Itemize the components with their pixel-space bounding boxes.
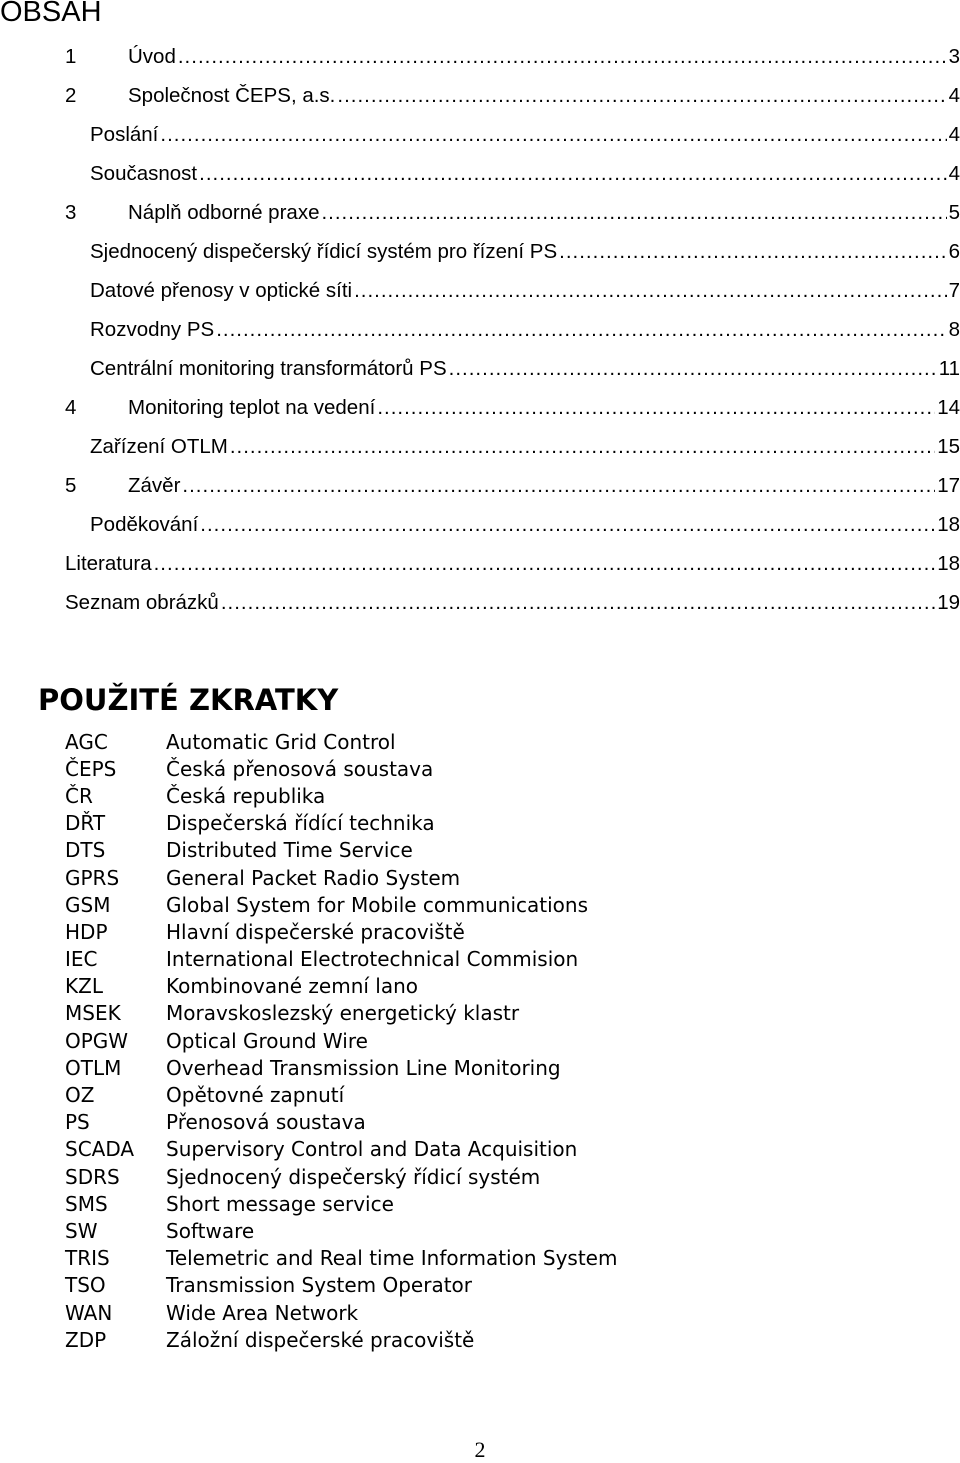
abbreviation-row: [65, 1163, 617, 1190]
abbreviation-row: [65, 1245, 617, 1272]
abbreviation-meaning: Dispečerská řídící technika: [166, 811, 435, 836]
toc-entry-line: [90, 232, 960, 271]
toc-entry-label: Datové přenosy v optické síti: [90, 278, 353, 302]
toc-leader-dots: [221, 591, 935, 615]
toc-entry-line: [90, 271, 960, 310]
abbreviation-code: SMS: [65, 1191, 108, 1216]
abbreviation-code: GPRS: [65, 865, 120, 890]
toc-entry-label: Závěr: [128, 473, 181, 497]
toc-entry-page: 17: [937, 473, 960, 497]
toc-entry-page: 6: [948, 239, 960, 263]
toc-entry-number: 4: [65, 395, 77, 419]
abbreviation-code: IEC: [65, 947, 98, 972]
toc-leader-dots: [160, 123, 946, 147]
abbreviation-code: OPGW: [65, 1028, 129, 1053]
toc-entry-label: Současnost: [90, 161, 198, 185]
abbreviation-code: ČR: [65, 783, 93, 808]
toc-entry-page: 19: [937, 590, 960, 614]
abbreviation-meaning: Overhead Transmission Line Monitoring: [166, 1055, 561, 1080]
abbreviation-code: MSEK: [65, 1001, 121, 1026]
toc-entry-page: 4: [948, 83, 960, 107]
toc-entry[interactable]: [0, 349, 960, 388]
toc-entry-line: [65, 544, 960, 583]
abbreviation-row: [65, 946, 617, 973]
abbreviation-meaning: Optical Ground Wire: [166, 1028, 368, 1053]
toc-entry[interactable]: [0, 154, 960, 193]
abbreviation-code: DŘT: [65, 811, 106, 836]
toc-entry-page: 11: [938, 356, 960, 380]
abbreviation-meaning: Transmission System Operator: [166, 1273, 473, 1298]
abbreviation-row: [65, 973, 617, 1000]
toc-entry-page: 4: [948, 161, 960, 185]
abbreviation-row: [65, 1109, 617, 1136]
abbreviation-row: [65, 728, 617, 755]
abbreviation-row: [65, 891, 617, 918]
abbreviation-meaning: General Packet Radio System: [166, 865, 461, 890]
toc-entry-label: Centrální monitoring transformátorů PS: [90, 356, 447, 380]
toc-entry-label: Úvod: [128, 44, 176, 68]
toc-leader-dots: [178, 45, 947, 69]
toc-heading: OBSAH: [0, 0, 102, 28]
toc-leader-dots: [559, 240, 946, 264]
toc-leader-dots: [449, 357, 937, 381]
toc-entry[interactable]: [0, 115, 960, 154]
abbreviation-meaning: Česká republika: [166, 783, 326, 808]
abbreviation-code: ZDP: [65, 1327, 107, 1352]
abbreviation-meaning: Kombinované zemní lano: [166, 974, 419, 999]
toc-entry-line: [90, 115, 960, 154]
abbreviation-meaning: Distributed Time Service: [166, 838, 413, 863]
abbreviation-row: [65, 1081, 617, 1108]
abbreviation-row: [65, 755, 617, 782]
toc-entry[interactable]: [0, 388, 960, 427]
abbreviation-row: [65, 782, 617, 809]
toc-entry-line: [65, 583, 960, 622]
toc-leader-dots: [230, 435, 935, 459]
toc-leader-dots: [154, 552, 936, 576]
toc-entry-number: 2: [65, 83, 77, 107]
abbreviations-heading: POUŽITÉ ZKRATKY: [38, 683, 339, 717]
abbreviation-meaning: Hlavní dispečerské pracoviště: [166, 919, 465, 944]
toc-entry-number: 3: [65, 200, 77, 224]
abbreviation-code: GSM: [65, 892, 111, 917]
abbreviation-row: [65, 864, 617, 891]
abbreviation-meaning: Automatic Grid Control: [166, 729, 396, 754]
abbreviation-code: OZ: [65, 1083, 95, 1108]
abbreviation-row: [65, 1054, 617, 1081]
toc-entry-line: [90, 349, 960, 388]
toc-entry[interactable]: [0, 466, 960, 505]
toc-entry-page: 7: [948, 278, 960, 302]
toc-leader-dots: [377, 396, 935, 420]
abbreviation-meaning: Supervisory Control and Data Acquisition: [166, 1137, 578, 1162]
toc-entry[interactable]: [0, 271, 960, 310]
toc-entry[interactable]: [0, 76, 960, 115]
toc-entry-line: [128, 466, 960, 505]
toc-entry-page: 15: [937, 434, 960, 458]
toc-entry-page: 5: [948, 200, 960, 224]
toc-leader-dots: [216, 318, 946, 342]
toc-entry-page: 4: [948, 122, 960, 146]
toc-entry-line: [90, 154, 960, 193]
toc-leader-dots: [199, 162, 946, 186]
toc-entry-line: [128, 193, 960, 232]
abbreviation-code: HDP: [65, 919, 108, 944]
toc-entry-label: Poděkování: [90, 512, 199, 536]
abbreviation-row: [65, 1272, 617, 1299]
abbreviation-meaning: Wide Area Network: [166, 1300, 359, 1325]
abbreviation-row: [65, 810, 617, 837]
abbreviation-code: OTLM: [65, 1055, 122, 1080]
abbreviation-code: TSO: [65, 1273, 106, 1298]
abbreviation-meaning: Global System for Mobile communications: [166, 892, 589, 917]
abbreviation-meaning: Přenosová soustava: [166, 1110, 366, 1135]
toc-entry-label: Seznam obrázků: [65, 590, 219, 614]
toc-entry[interactable]: [0, 232, 960, 271]
abbreviation-row: [65, 1326, 617, 1353]
toc-entry-label: Společnost ČEPS, a.s.: [128, 83, 336, 107]
table-of-contents: [0, 37, 960, 622]
toc-entry-page: 18: [937, 512, 960, 536]
abbreviation-meaning: Záložní dispečerské pracoviště: [166, 1327, 475, 1352]
toc-entry-line: [90, 427, 960, 466]
abbreviation-row: [65, 1027, 617, 1054]
toc-entry-label: Zařízení OTLM: [90, 434, 228, 458]
toc-entry-label: Sjednocený dispečerský řídicí systém pro řízení PS: [90, 239, 558, 263]
toc-entry[interactable]: [0, 310, 960, 349]
abbreviation-meaning: Moravskoslezský energetický klastr: [166, 1001, 520, 1026]
toc-leader-dots: [182, 474, 935, 498]
abbreviation-row: [65, 918, 617, 945]
abbreviation-code: KZL: [65, 974, 103, 999]
toc-entry-line: [128, 37, 960, 76]
abbreviation-row: [65, 1136, 617, 1163]
abbreviation-code: SW: [65, 1218, 98, 1243]
toc-entry-number: 1: [65, 44, 77, 68]
toc-entry-page: 3: [948, 44, 960, 68]
abbreviation-code: ČEPS: [65, 756, 117, 781]
abbreviation-code: AGC: [65, 729, 108, 754]
abbreviations-list: [65, 728, 617, 1353]
toc-entry[interactable]: [0, 544, 960, 583]
toc-entry-line: [128, 388, 960, 427]
page-number: 2: [474, 1437, 486, 1462]
abbreviation-code: PS: [65, 1110, 90, 1135]
abbreviation-code: SDRS: [65, 1164, 120, 1189]
abbreviation-meaning: Sjednocený dispečerský řídicí systém: [166, 1164, 541, 1189]
abbreviation-row: [65, 1299, 617, 1326]
abbreviation-row: [65, 1217, 617, 1244]
toc-entry[interactable]: [0, 505, 960, 544]
toc-entry-page: 8: [948, 317, 960, 341]
toc-entry-label: Poslání: [90, 122, 159, 146]
abbreviation-meaning: Short message service: [166, 1191, 394, 1216]
toc-entry[interactable]: [0, 37, 960, 76]
toc-entry-label: Literatura: [65, 551, 152, 575]
toc-entry-label: Náplň odborné praxe: [128, 200, 320, 224]
toc-entry[interactable]: [0, 583, 960, 622]
toc-leader-dots: [354, 279, 947, 303]
toc-leader-dots: [337, 84, 946, 108]
abbreviation-code: WAN: [65, 1300, 113, 1325]
abbreviation-meaning: Opětovné zapnutí: [166, 1083, 345, 1108]
toc-entry-page: 14: [937, 395, 960, 419]
abbreviation-code: DTS: [65, 838, 106, 863]
toc-entry[interactable]: [0, 427, 960, 466]
toc-entry[interactable]: [0, 193, 960, 232]
abbreviation-meaning: Telemetric and Real time Information System: [166, 1246, 618, 1271]
toc-entry-line: [128, 76, 960, 115]
abbreviation-row: [65, 837, 617, 864]
toc-entry-label: Rozvodny PS: [90, 317, 215, 341]
abbreviation-meaning: Česká přenosová soustava: [166, 756, 434, 781]
abbreviation-row: [65, 1190, 617, 1217]
toc-entry-line: [90, 310, 960, 349]
abbreviation-row: [65, 1000, 617, 1027]
toc-leader-dots: [200, 513, 935, 537]
toc-entry-line: [90, 505, 960, 544]
toc-entry-label: Monitoring teplot na vedení: [128, 395, 376, 419]
abbreviation-code: SCADA: [65, 1137, 135, 1162]
toc-entry-number: 5: [65, 473, 77, 497]
toc-leader-dots: [321, 201, 946, 225]
toc-entry-page: 18: [937, 551, 960, 575]
abbreviation-meaning: International Electrotechnical Commision: [166, 947, 579, 972]
abbreviation-code: TRIS: [65, 1246, 110, 1271]
abbreviation-meaning: Software: [166, 1218, 255, 1243]
